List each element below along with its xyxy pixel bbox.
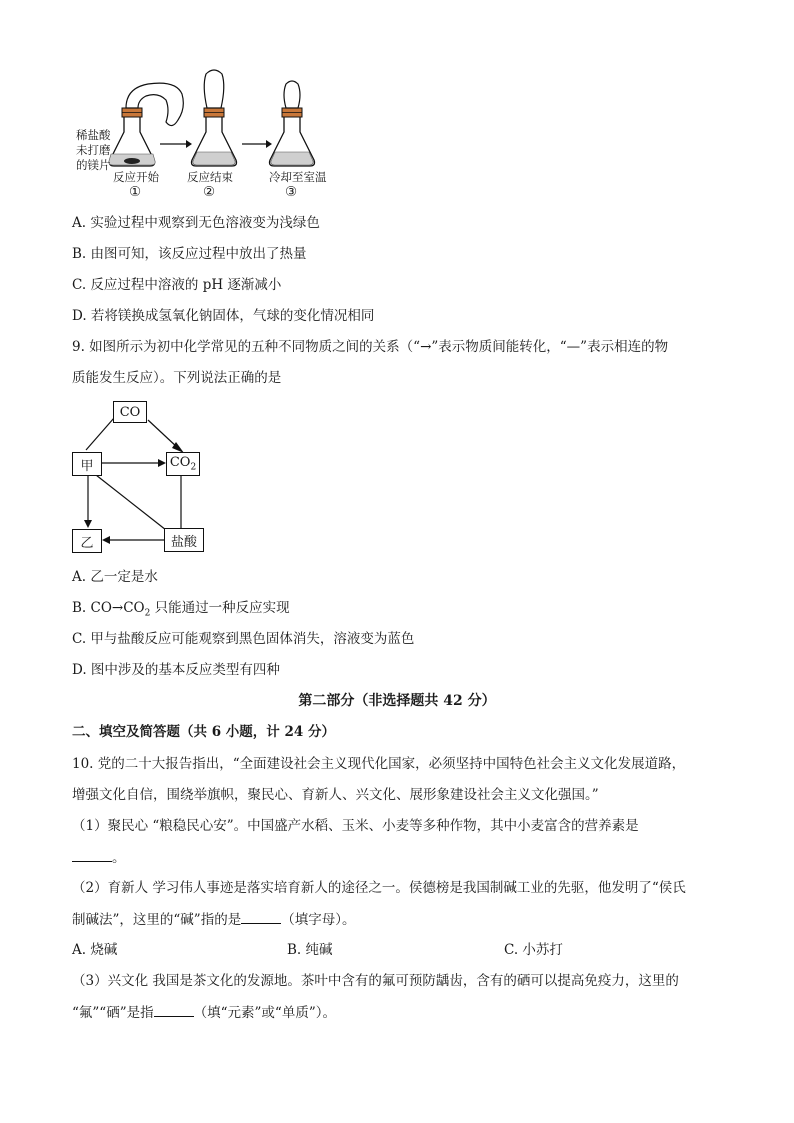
q10-option-b: B. 纯碱	[287, 942, 333, 958]
q10-stem-line1: 10. 党的二十大报告指出，“全面建设社会主义现代化国家，必须坚持中国特色社会主义文化发展道路，	[72, 756, 686, 772]
node-co: CO	[113, 401, 147, 423]
label-unpolished: 未打磨	[76, 143, 111, 157]
node-jia: 甲	[72, 452, 102, 476]
number-1: ①	[129, 184, 142, 200]
q9-option-a: A. 乙一定是水	[72, 569, 158, 585]
q9-option-b: B. $CO\to CO_2$ 只能通过一种反应实现	[72, 600, 290, 619]
q10-stem-line2: 增强文化自信，围绕举旗帜，聚民心、育新人、兴文化、展形象建设社会主义文化强国。”	[72, 787, 599, 803]
q8-option-d: D. 若将镁换成氢氧化钠固体，气球的变化情况相同	[72, 308, 375, 324]
flask-2-icon	[192, 70, 237, 166]
caption-3: 冷却至室温	[269, 170, 327, 184]
q10-part1-line1: （1）聚民心 “粮稳民心安”。中国盛产水稻、玉米、小麦等多种作物，其中小麦富含的营养素是	[72, 818, 639, 834]
node-yi: 乙	[72, 529, 102, 553]
answer-blank-1[interactable]	[72, 847, 112, 862]
label-hcl: 稀盐酸	[76, 128, 111, 142]
node-co2: $CO_2$	[166, 452, 200, 476]
caption-1: 反应开始	[113, 170, 159, 184]
q9-stem-line1: 9. 如图所示为初中化学常见的五种不同物质之间的关系（“→”表示物质间能转化，“—”表示相连的物	[72, 339, 669, 355]
q10-part1-line2: 。	[72, 847, 126, 868]
q10-part2-line2: 制碱法”，这里的“碱”指的是 （填字母）。	[72, 909, 355, 930]
figure-left-labels	[76, 128, 111, 173]
q9-option-d: D. 图中涉及的基本反应类型有四种	[72, 662, 280, 678]
q8-option-c: C. 反应过程中溶液的 pH 逐渐减小	[72, 277, 282, 293]
q10-part3-line1: （3）兴文化 我国是茶文化的发源地。茶叶中含有的氟可预防龋齿，含有的硒可以提高免疫力，这里的	[72, 973, 679, 989]
answer-blank-3[interactable]	[154, 1002, 194, 1017]
q10-option-a: A. 烧碱	[72, 942, 118, 958]
node-hcl: 盐酸	[164, 528, 204, 552]
q8-option-a: A. 实验过程中观察到无色溶液变为浅绿色	[72, 215, 320, 231]
answer-blank-2[interactable]	[241, 909, 281, 924]
number-2: ②	[203, 184, 216, 200]
number-3: ③	[285, 184, 298, 200]
section-heading: 二、填空及简答题（共 6 小题，计 24 分）	[72, 724, 335, 740]
flask-1-icon	[109, 83, 184, 166]
caption-2: 反应结束	[187, 170, 233, 184]
q10-part3-line2: “氟”“硒”是指 （填“元素”或“单质”）。	[72, 1002, 336, 1023]
q9-stem-line2: 质能发生反应）。下列说法正确的是	[72, 370, 282, 386]
q8-option-b: B. 由图可知，该反应过程中放出了热量	[72, 246, 307, 262]
flask-3-icon	[270, 81, 315, 166]
label-mg: 的镁片	[76, 158, 111, 172]
q10-part2-line1: （2）育新人 学习伟人事迹是落实培育新人的途径之一。侯德榜是我国制碱工业的先驱，他发明了“侯氏	[72, 880, 686, 896]
q9-option-c: C. 甲与盐酸反应可能观察到黑色固体消失，溶液变为蓝色	[72, 631, 415, 647]
q10-option-c: C. 小苏打	[504, 942, 563, 958]
part2-title: 第二部分（非选择题共 42 分）	[298, 693, 496, 709]
